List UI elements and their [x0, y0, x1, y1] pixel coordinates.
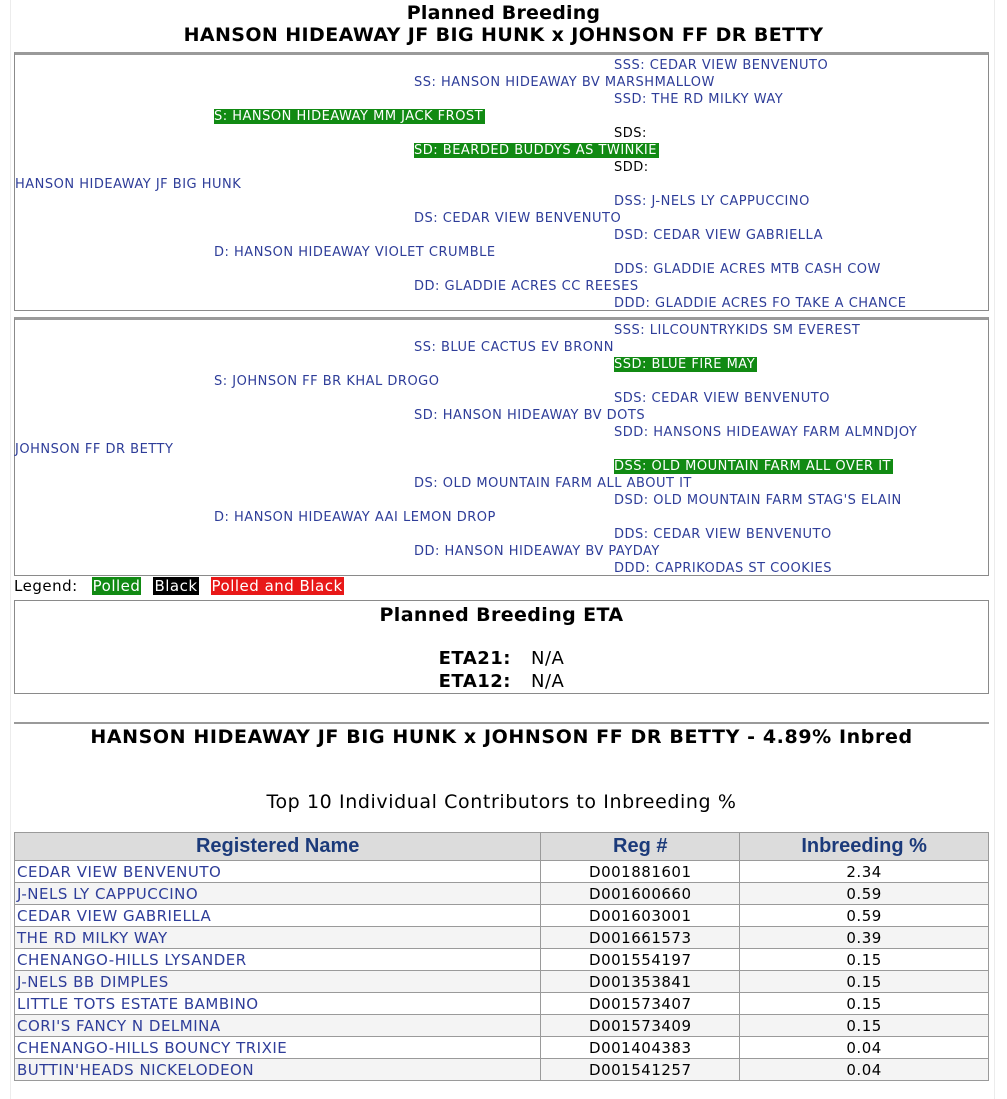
table-row: [15, 1015, 989, 1037]
pedigree-sdd-label: SDD:: [614, 160, 649, 175]
reg-number: D001573407: [541, 993, 740, 1015]
registered-name-link[interactable]: CHENANGO-HILLS LYSANDER: [15, 949, 541, 971]
inbreeding-percent: 0.59: [740, 905, 989, 927]
legend-black-swatch: Black: [154, 577, 198, 595]
eta12-label: ETA12:: [438, 671, 511, 692]
column-header-reg: Reg #: [541, 833, 740, 861]
eta12-value: N/A: [531, 671, 565, 692]
reg-number: D001603001: [541, 905, 740, 927]
pedigree-ds-link[interactable]: DS: CEDAR VIEW BENVENUTO: [414, 211, 622, 226]
pedigree-s-link[interactable]: S: JOHNSON FF BR KHAL DROGO: [214, 374, 440, 389]
table-header-row: [15, 833, 989, 861]
registered-name-link[interactable]: THE RD MILKY WAY: [15, 927, 541, 949]
reg-number: D001600660: [541, 883, 740, 905]
legend-polled-swatch: Polled: [92, 577, 141, 595]
registered-name-link[interactable]: J-NELS LY CAPPUCCINO: [15, 883, 541, 905]
legend-polled-and-black-swatch: Polled and Black: [211, 577, 343, 595]
registered-name-link[interactable]: CORI'S FANCY N DELMINA: [15, 1015, 541, 1037]
pedigree-animal-link[interactable]: JOHNSON FF DR BETTY: [15, 442, 174, 457]
dam-pedigree-box: [14, 317, 989, 576]
pedigree-ddd-link[interactable]: DDD: CAPRIKODAS ST COOKIES: [614, 561, 833, 576]
reg-number: D001573409: [541, 1015, 740, 1037]
inbreeding-percent: 2.34: [740, 861, 989, 883]
inbreeding-percent: 0.15: [740, 993, 989, 1015]
pedigree-d-link[interactable]: D: HANSON HIDEAWAY VIOLET CRUMBLE: [214, 245, 496, 260]
inbreeding-contributors-table: [14, 832, 989, 1081]
inbreeding-percent: 0.04: [740, 1037, 989, 1059]
table-body: [15, 861, 989, 1081]
table-row: [15, 1059, 989, 1081]
pedigree-dss-link[interactable]: DSS: OLD MOUNTAIN FARM ALL OVER IT: [614, 459, 891, 474]
page-header: [0, 2, 1007, 46]
pedigree-sss-link[interactable]: SSS: CEDAR VIEW BENVENUTO: [614, 58, 829, 73]
registered-name-link[interactable]: CEDAR VIEW BENVENUTO: [15, 861, 541, 883]
eta21-value: N/A: [531, 648, 565, 669]
registered-name-link[interactable]: BUTTIN'HEADS NICKELODEON: [15, 1059, 541, 1081]
pedigree-dss-link[interactable]: DSS: J-NELS LY CAPPUCCINO: [614, 194, 810, 209]
eta-title: Planned Breeding ETA: [379, 604, 624, 626]
inbreeding-percent: 0.04: [740, 1059, 989, 1081]
reg-number: D001353841: [541, 971, 740, 993]
inbreeding-percent: 0.15: [740, 1015, 989, 1037]
column-header-name: Registered Name: [15, 833, 541, 861]
legend-label: Legend:: [14, 577, 78, 595]
pedigree-ssd-link[interactable]: SSD: BLUE FIRE MAY: [614, 357, 756, 372]
inbreeding-percent: 0.15: [740, 971, 989, 993]
pedigree-dds-link[interactable]: DDS: CEDAR VIEW BENVENUTO: [614, 527, 832, 542]
pedigree-dd-link[interactable]: DD: HANSON HIDEAWAY BV PAYDAY: [414, 544, 660, 559]
eta-box: [14, 600, 989, 694]
reg-number: D001554197: [541, 949, 740, 971]
reg-number: D001541257: [541, 1059, 740, 1081]
table-row: [15, 927, 989, 949]
top10-title: Top 10 Individual Contributors to Inbreeding %: [266, 791, 737, 813]
table-row: [15, 883, 989, 905]
table-row: [15, 905, 989, 927]
registered-name-link[interactable]: J-NELS BB DIMPLES: [15, 971, 541, 993]
table-row: [15, 861, 989, 883]
legend: [14, 577, 344, 595]
sire-pedigree-box: [14, 52, 989, 311]
reg-number: D001404383: [541, 1037, 740, 1059]
pedigree-dsd-link[interactable]: DSD: OLD MOUNTAIN FARM STAG'S ELAIN: [614, 493, 902, 508]
table-row: [15, 1037, 989, 1059]
pedigree-sdd-link[interactable]: SDD: HANSONS HIDEAWAY FARM ALMNDJOY: [614, 425, 918, 440]
table-row: [15, 971, 989, 993]
pedigree-sd-link[interactable]: SD: BEARDED BUDDYS AS TWINKIE: [414, 143, 657, 158]
registered-name-link[interactable]: CHENANGO-HILLS BOUNCY TRIXIE: [15, 1037, 541, 1059]
pedigree-ss-link[interactable]: SS: HANSON HIDEAWAY BV MARSHMALLOW: [414, 75, 715, 90]
column-header-pct: Inbreeding %: [740, 833, 989, 861]
pedigree-ss-link[interactable]: SS: BLUE CACTUS EV BRONN: [414, 340, 614, 355]
pedigree-sd-link[interactable]: SD: HANSON HIDEAWAY BV DOTS: [414, 408, 646, 423]
table-row: [15, 949, 989, 971]
reg-number: D001661573: [541, 927, 740, 949]
inbreeding-percent: 0.15: [740, 949, 989, 971]
table-row: [15, 993, 989, 1015]
pedigree-dd-link[interactable]: DD: GLADDIE ACRES CC REESES: [414, 279, 639, 294]
pedigree-s-link[interactable]: S: HANSON HIDEAWAY MM JACK FROST: [214, 109, 484, 124]
pedigree-dds-link[interactable]: DDS: GLADDIE ACRES MTB CASH COW: [614, 262, 881, 277]
pedigree-ddd-link[interactable]: DDD: GLADDIE ACRES FO TAKE A CHANCE: [614, 296, 907, 311]
registered-name-link[interactable]: LITTLE TOTS ESTATE BAMBINO: [15, 993, 541, 1015]
pairing-title: HANSON HIDEAWAY JF BIG HUNK x JOHNSON FF DR BETTY: [183, 24, 824, 46]
section-divider: [14, 722, 989, 724]
eta21-label: ETA21:: [438, 648, 511, 669]
pedigree-dsd-link[interactable]: DSD: CEDAR VIEW GABRIELLA: [614, 228, 823, 243]
pedigree-sds-label: SDS:: [614, 126, 647, 141]
pedigree-sss-link[interactable]: SSS: LILCOUNTRYKIDS SM EVEREST: [614, 323, 861, 338]
inbreeding-percent: 0.39: [740, 927, 989, 949]
pedigree-animal-link[interactable]: HANSON HIDEAWAY JF BIG HUNK: [15, 177, 242, 192]
pedigree-ssd-link[interactable]: SSD: THE RD MILKY WAY: [614, 92, 784, 107]
page-title: Planned Breeding: [406, 2, 601, 24]
pedigree-sds-link[interactable]: SDS: CEDAR VIEW BENVENUTO: [614, 391, 830, 406]
pedigree-ds-link[interactable]: DS: OLD MOUNTAIN FARM ALL ABOUT IT: [414, 476, 692, 491]
registered-name-link[interactable]: CEDAR VIEW GABRIELLA: [15, 905, 541, 927]
inbreeding-title: HANSON HIDEAWAY JF BIG HUNK x JOHNSON FF DR BETTY - 4.89% Inbred: [90, 726, 913, 748]
pedigree-d-link[interactable]: D: HANSON HIDEAWAY AAI LEMON DROP: [214, 510, 496, 525]
inbreeding-percent: 0.59: [740, 883, 989, 905]
reg-number: D001881601: [541, 861, 740, 883]
